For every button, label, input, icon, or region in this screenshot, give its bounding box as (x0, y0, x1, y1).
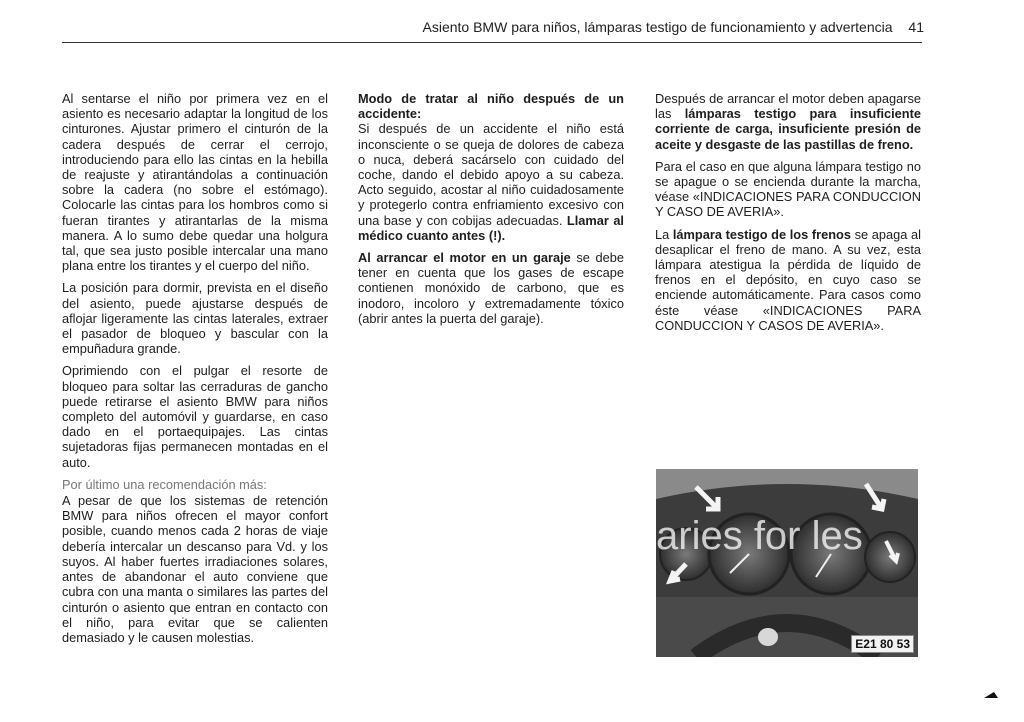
header-rule (62, 42, 922, 43)
paragraph-brake-lamp (655, 227, 921, 333)
paragraph-seat-removal: Oprimiendo con el pulgar el resorte de bloqueo para soltar las cerraduras de gancho puede retirarse el asiento BMW para niños completo del automóvil y guardarse, en caso dado en el portaequipajes. Las cintas sujetadoras fijas permanecen montadas en el auto. (62, 363, 328, 470)
paragraph-recommendation: A pesar de que los sistemas de retención BMW para niños ofrecen el mayor confort posible, cuando menos cada 2 horas de viaje debería intercalar un descanso para Vd. y los suyos. Al haber fuertes irradiaciones solares, antes de abandonar el auto conviene que cubra con una manta o similares las partes del cinturón o asiento que entran en contacto con el niño, para evitar que se calienten demasiado y le causen molestias. (62, 493, 328, 645)
column-1 (62, 91, 328, 652)
paragraph-accident (358, 121, 624, 243)
paragraph-belt-adjust: Al sentarse el niño por primera vez en el asiento es necesario adaptar la longitud de los cinturones. Ajustar primero el cinturón de la cadera después de cerrar el cerrojo, introduciendo para ello las cintas en la hebilla de reajuste y atirantándolas a continuación sobre la cadera (no sobre el estómago). Colocarle las cintas para los hombros como si fueran tirantes y atirantarlas de la misma manera. A lo sumo debe quedar una holgura tal, que sea justo posible intercalar una mano plana entre los tirantes y el cuerpo del niño. (62, 91, 328, 274)
accident-text: Si después de un accidente el niño está inconsciente o se queja de dolores de cabeza o nuca, deberá sacárselo con cuidado del coche, dando el debido apoyo a su cabeza. Acto seguido, acostar al niño cuidadosamente y protegerlo contra enfriamiento excesivo con una base y con cobijas adecuadas. (358, 121, 624, 228)
paragraph-garage (358, 250, 624, 326)
page-corner-mark (984, 690, 998, 698)
heading-accident: Modo de tratar al niño después de un accidente: (358, 91, 624, 122)
header-title: Asiento BMW para niños, lámparas testigo de funcionamiento y advertencia (422, 19, 893, 35)
page-number: 41 (908, 19, 924, 35)
brake-lamp-text-b: se apaga al desaplicar el freno de mano. A su vez, esta lámpara atestigua la pérdida de líquido de frenos en el depósito, en cuyo caso se enciende automáticamente. Para casos como éste véase «INDICACIONES PARA CONDUCCION Y CASOS DE AVERIA». (655, 226, 921, 333)
paragraph-warning-lamps (655, 91, 921, 152)
figure-code: E21 80 53 (851, 635, 914, 653)
warning-lamps-bold: lámparas testigo para insuficiente corriente de carga, insuficiente presión de aceite y desgaste de las pastillas de freno. (655, 106, 921, 152)
paragraph-sleep-position: La posición para dormir, prevista en el diseño del asiento, puede ajustarse después de aflojar ligeramente las cintas laterales, extraer el pasador de bloqueo y bascular con la empuñadura grande. (62, 280, 328, 357)
brake-lamp-bold: lámpara testigo de los frenos (672, 226, 851, 242)
garage-bold: Al arrancar el motor en un garaje (358, 250, 571, 266)
accident-bold: Llamar al médico cuanto antes (!). (358, 212, 624, 243)
brake-lamp-text-a: La (655, 226, 673, 242)
garage-text: se debe tener en cuenta que los gases de escape contienen monóxido de carbono, que es inodoro, incoloro y extremadamente tóxico (abrir antes la puerta del garaje). (358, 250, 624, 326)
column-3 (655, 91, 921, 340)
page-header (62, 19, 924, 35)
instrument-cluster-illustration (656, 469, 918, 657)
photo-watermark: aries for les (656, 514, 863, 558)
column-2 (358, 91, 624, 333)
warning-lamps-text: Después de arrancar el motor deben apagarse las (655, 91, 921, 122)
paragraph-recommendation-intro: Por último una recomendación más: (62, 476, 267, 492)
paragraph-lamp-fault: Para el caso en que alguna lámpara testigo no se apague o se encienda durante la marcha, véase «INDICACIONES PARA CONDUCCION Y CASO DE AVERIA». (655, 158, 921, 220)
instrument-cluster-photo (656, 469, 918, 657)
